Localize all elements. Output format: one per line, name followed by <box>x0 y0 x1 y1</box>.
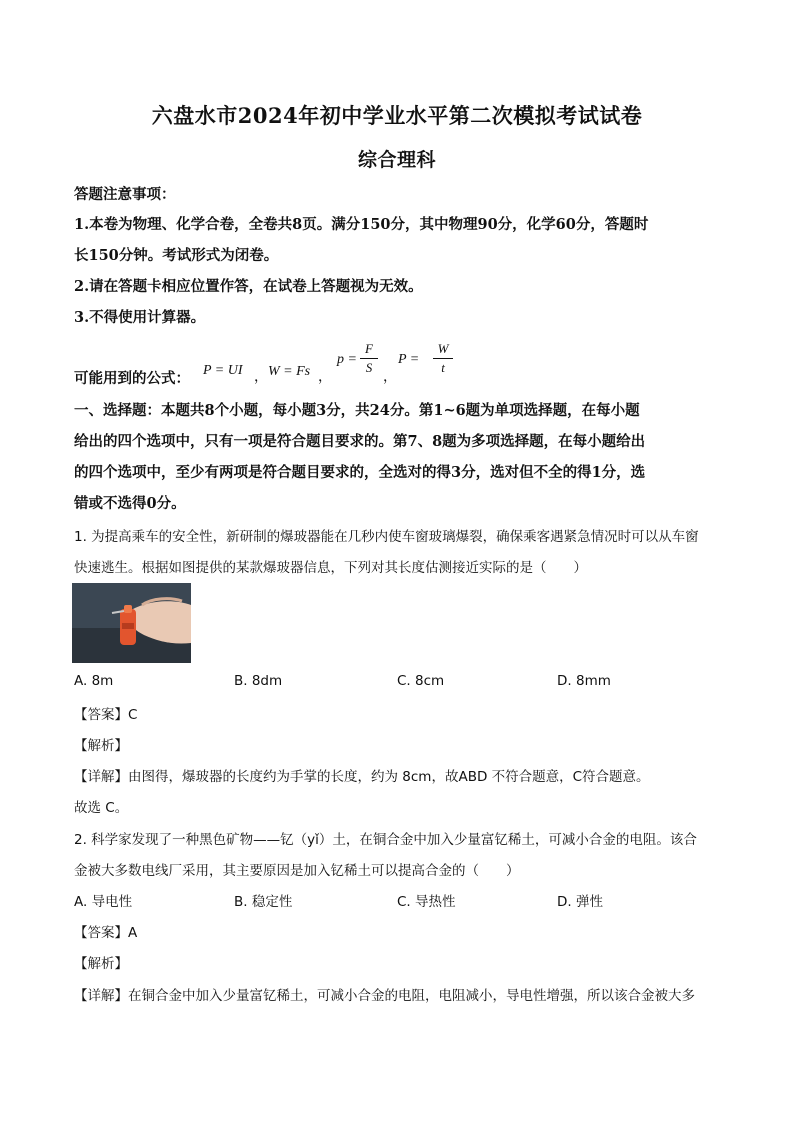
section1-line-2: 给出的四个选项中，只有一项是符合题目要求的。第7、8题为多项选择题，在每小题给出 <box>74 433 646 450</box>
formula-pressure-denominator: S <box>365 360 373 375</box>
q2-answer <box>74 921 137 941</box>
q2-option-b: B. 稳定性 <box>234 894 293 910</box>
formula-power: P = UI <box>203 363 243 378</box>
q2-detail-text: 在铜合金中加入少量富钇稀土，可减小合金的电阻，电阻减小，导电性增强，所以该合金被大多 <box>128 988 695 1004</box>
fraction-bar <box>360 358 378 359</box>
q2-answer-value: A <box>128 925 138 941</box>
notes-item-1a: 1.本卷为物理、化学合卷，全卷共8页。满分150分，其中物理90分，化学60分，答题时 <box>74 216 649 233</box>
q1-detail-text: 由图得，爆玻器的长度约为手掌的长度，约为 8cm，故ABD 不符合题意，C符合题意。 <box>128 769 650 785</box>
formula-sep-1: ， <box>254 370 268 385</box>
formula-power-2-fraction <box>433 341 453 376</box>
formula-pressure-lhs: p = <box>337 352 357 367</box>
answer-tag: 【答案】 <box>74 925 128 941</box>
formula-power-2-numerator: W <box>437 341 449 356</box>
answer-tag: 【答案】 <box>74 707 128 723</box>
q2-option-d: D. 弹性 <box>557 894 603 910</box>
q2-option-c: C. 导热性 <box>397 894 456 910</box>
page-title: 六盘水市2024年初中学业水平第二次模拟考试试卷 <box>151 103 643 128</box>
q1-option-c: C. 8cm <box>397 673 445 689</box>
formula-pressure-numerator: F <box>365 341 373 356</box>
notes-item-1b: 长150分钟。考试形式为闭卷。 <box>74 247 279 264</box>
q1-photo-glass-breaker <box>72 583 191 663</box>
detail-tag: 【详解】 <box>74 769 128 785</box>
q2-text-line-1: 2. 科学家发现了一种黑色矿物——钇（yǐ）土，在铜合金中加入少量富钇稀土，可减小合金的电阻。该合 <box>74 832 697 848</box>
q2-analysis-tag: 【解析】 <box>74 956 128 972</box>
fraction-bar <box>433 358 453 359</box>
section1-line-1: 一、选择题：本题共8个小题，每小题3分，共24分。第1~6题为单项选择题，在每小题 <box>74 402 640 419</box>
q1-answer-value: C <box>128 707 138 723</box>
notes-item-3: 3.不得使用计算器。 <box>74 309 206 326</box>
notes-heading: 答题注意事项： <box>74 186 176 203</box>
q1-text-line-1: 1. 为提高乘车的安全性，新研制的爆玻器能在几秒内使车窗玻璃爆裂，确保乘客遇紧急情况时可以从车窗 <box>74 529 699 545</box>
section1-line-3: 的四个选项中，至少有两项是符合题目要求的，全选对的得3分，选对但不全的得1分，选 <box>74 464 646 481</box>
q2-text-line-2: 金被大多数电线厂采用，其主要原因是加入钇稀土可以提高合金的（ ） <box>74 863 520 879</box>
formulas-label: 可能用到的公式： <box>74 370 190 387</box>
q1-conclusion: 故选 C。 <box>74 800 129 816</box>
q1-text-line-2: 快速逃生。根据如图提供的某款爆玻器信息，下列对其长度估测接近实际的是（ ） <box>74 560 587 576</box>
page-subtitle: 综合理科 <box>357 149 436 171</box>
q2-option-a: A. 导电性 <box>74 894 133 910</box>
section1-line-4: 错或不选得0分。 <box>74 495 186 512</box>
q1-answer <box>74 703 137 723</box>
formula-pressure-fraction <box>360 341 378 376</box>
formula-power-2-denominator: t <box>441 360 445 375</box>
q1-analysis-tag: 【解析】 <box>74 738 128 754</box>
formula-work: W = Fs <box>268 364 311 379</box>
detail-tag: 【详解】 <box>74 988 128 1004</box>
q1-option-a: A. 8m <box>74 673 114 689</box>
q1-option-d: D. 8mm <box>557 673 611 689</box>
formula-sep-3: ， <box>383 370 397 385</box>
hand-holding-breaker-illustration <box>72 583 191 663</box>
q1-detail <box>74 765 650 785</box>
q2-detail <box>74 984 695 1004</box>
formula-power-2-lhs: P = <box>398 352 420 367</box>
q1-option-b: B. 8dm <box>234 673 283 689</box>
formula-sep-2: ， <box>318 370 332 385</box>
notes-item-2: 2.请在答题卡相应位置作答，在试卷上答题视为无效。 <box>74 278 423 295</box>
